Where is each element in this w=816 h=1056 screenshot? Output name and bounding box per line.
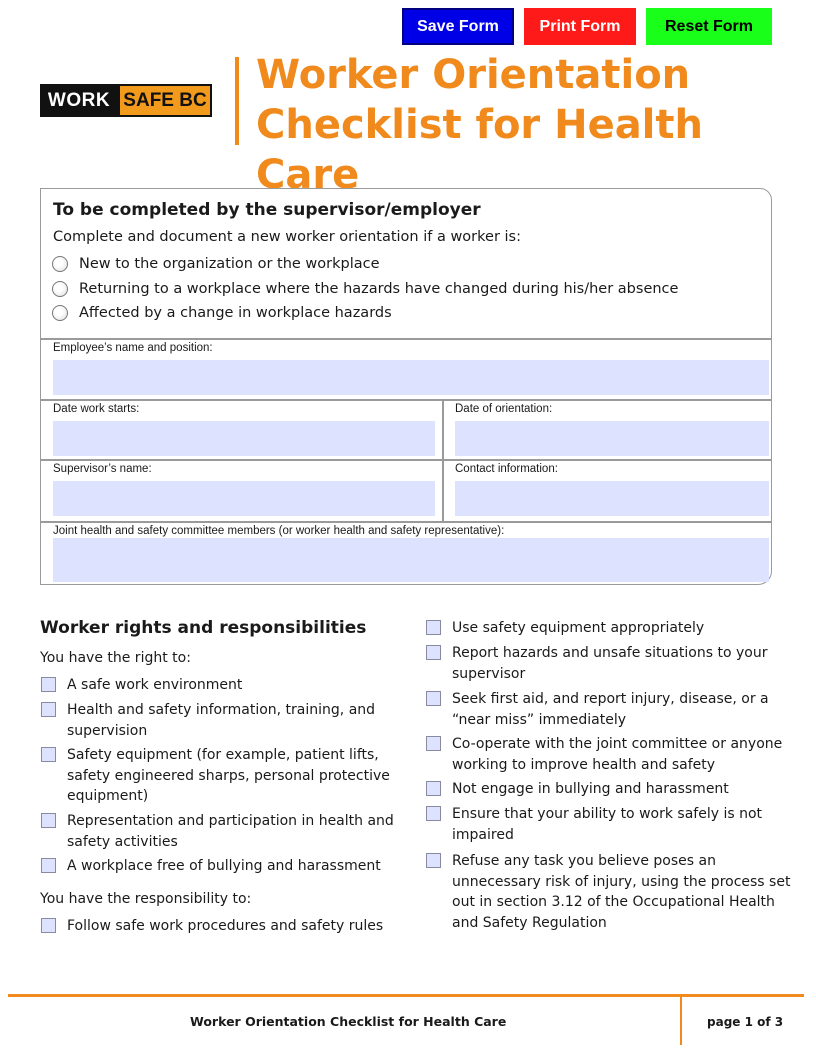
checkbox[interactable] [426,736,441,751]
item-line: impaired [452,826,514,843]
committee-label: Joint health and safety committee members (or worker health and safety representative): [53,525,505,537]
item-line: A safe work environment [67,677,243,693]
checkbox[interactable] [41,813,56,828]
page-number: page 1 of 3 [707,1015,784,1029]
footer-title: Worker Orientation Checklist for Health Care [190,1014,507,1029]
item-line: Health and safety information, training, and [67,702,376,718]
page-title-line2: Checklist for Health Care [256,102,703,198]
item-line: and Safety Regulation [452,914,607,931]
item-line: out in section 3.12 of the Occupational Health [452,894,775,910]
checkbox[interactable] [426,645,441,660]
title-divider [235,57,239,145]
right-item[interactable] [41,675,242,696]
item-line: Refuse any task you believe poses an [452,853,716,869]
radio-button[interactable] [52,305,68,321]
checkbox[interactable] [41,747,56,762]
responsibility-item[interactable] [426,734,782,775]
divider [40,521,772,523]
logo-safebc-text: SAFE BC [118,84,212,117]
rights-intro: You have the right to: [40,650,191,666]
save-form-button[interactable]: Save Form [402,8,514,45]
item-line: Safety equipment (for example, patient lifts, [67,747,379,763]
checkbox[interactable] [41,918,56,933]
item-line: Use safety equipment appropriately [452,620,705,636]
footer-divider [680,997,682,1045]
radio-button[interactable] [52,281,68,297]
print-form-button[interactable]: Print Form [524,8,636,45]
responsibility-item[interactable] [426,804,762,845]
contact-label: Contact information: [455,463,558,475]
supervisor-intro: Complete and document a new worker orientation if a worker is: [53,229,521,245]
date-start-label: Date work starts: [53,403,140,415]
employee-label: Employee’s name and position: [53,342,213,354]
checkbox[interactable] [426,691,441,706]
worksafebc-logo [40,84,212,117]
item-line: working to improve health and safety [452,756,716,773]
responsibility-item[interactable] [41,916,383,937]
checkbox[interactable] [426,781,441,796]
page-title [256,50,816,200]
employee-name-input[interactable] [53,360,769,395]
right-item[interactable] [41,811,394,852]
rights-heading: Worker rights and responsibilities [40,618,367,638]
responsibility-item[interactable] [426,689,769,730]
reason-option-label: Affected by a change in workplace hazards [79,305,392,321]
right-item[interactable] [41,745,390,807]
reason-option-new[interactable] [52,256,380,272]
divider [40,338,772,340]
responsibility-item[interactable] [426,618,704,639]
divider [40,399,772,401]
checkbox[interactable] [426,853,441,868]
date-orientation-label: Date of orientation: [455,403,553,415]
item-line: safety activities [67,833,178,850]
reset-form-button[interactable]: Reset Form [646,8,772,45]
logo-work-text: WORK [40,84,118,117]
item-line: supervision [67,722,148,739]
responsibility-item[interactable] [426,779,729,800]
checkbox[interactable] [426,620,441,635]
divider [40,459,772,461]
item-line: Report hazards and unsafe situations to your [452,645,768,661]
checkbox[interactable] [41,677,56,692]
reason-option-hazard-change[interactable] [52,305,392,321]
reason-option-label: New to the organization or the workplace [79,256,380,272]
supervisor-name-input[interactable] [53,481,435,516]
item-line: supervisor [452,665,526,682]
item-line: A workplace free of bullying and harassment [67,858,381,874]
item-line: “near miss” immediately [452,711,626,728]
page-title-line1: Worker Orientation [256,52,691,98]
supervisor-name-label: Supervisor’s name: [53,463,152,475]
item-line: Representation and participation in health and [67,813,394,829]
contact-input[interactable] [455,481,769,516]
responsibility-item[interactable] [426,643,767,684]
right-item[interactable] [41,700,375,741]
checkbox[interactable] [41,702,56,717]
footer-rule [8,994,804,997]
right-item[interactable] [41,856,381,877]
responsibility-intro: You have the responsibility to: [40,891,252,907]
supervisor-heading: To be completed by the supervisor/employer [53,200,481,220]
item-line: Co-operate with the joint committee or anyone [452,736,783,752]
radio-button[interactable] [52,256,68,272]
committee-input[interactable] [53,538,769,582]
item-line: equipment) [67,788,149,804]
item-line: safety engineered sharps, personal protective [67,767,390,784]
item-line: Seek first aid, and report injury, disease, or a [452,691,769,707]
item-line: Ensure that your ability to work safely is not [452,806,763,822]
date-orientation-input[interactable] [455,421,769,456]
item-line: unnecessary risk of injury, using the process set [452,873,791,890]
checkbox[interactable] [41,858,56,873]
checkbox[interactable] [426,806,441,821]
item-line: Not engage in bullying and harassment [452,781,729,797]
reason-option-label: Returning to a workplace where the hazards have changed during his/her absence [79,281,679,297]
responsibility-item[interactable] [426,851,790,933]
date-start-input[interactable] [53,421,435,456]
item-line: Follow safe work procedures and safety rules [67,918,384,934]
reason-option-returning[interactable] [52,281,678,297]
